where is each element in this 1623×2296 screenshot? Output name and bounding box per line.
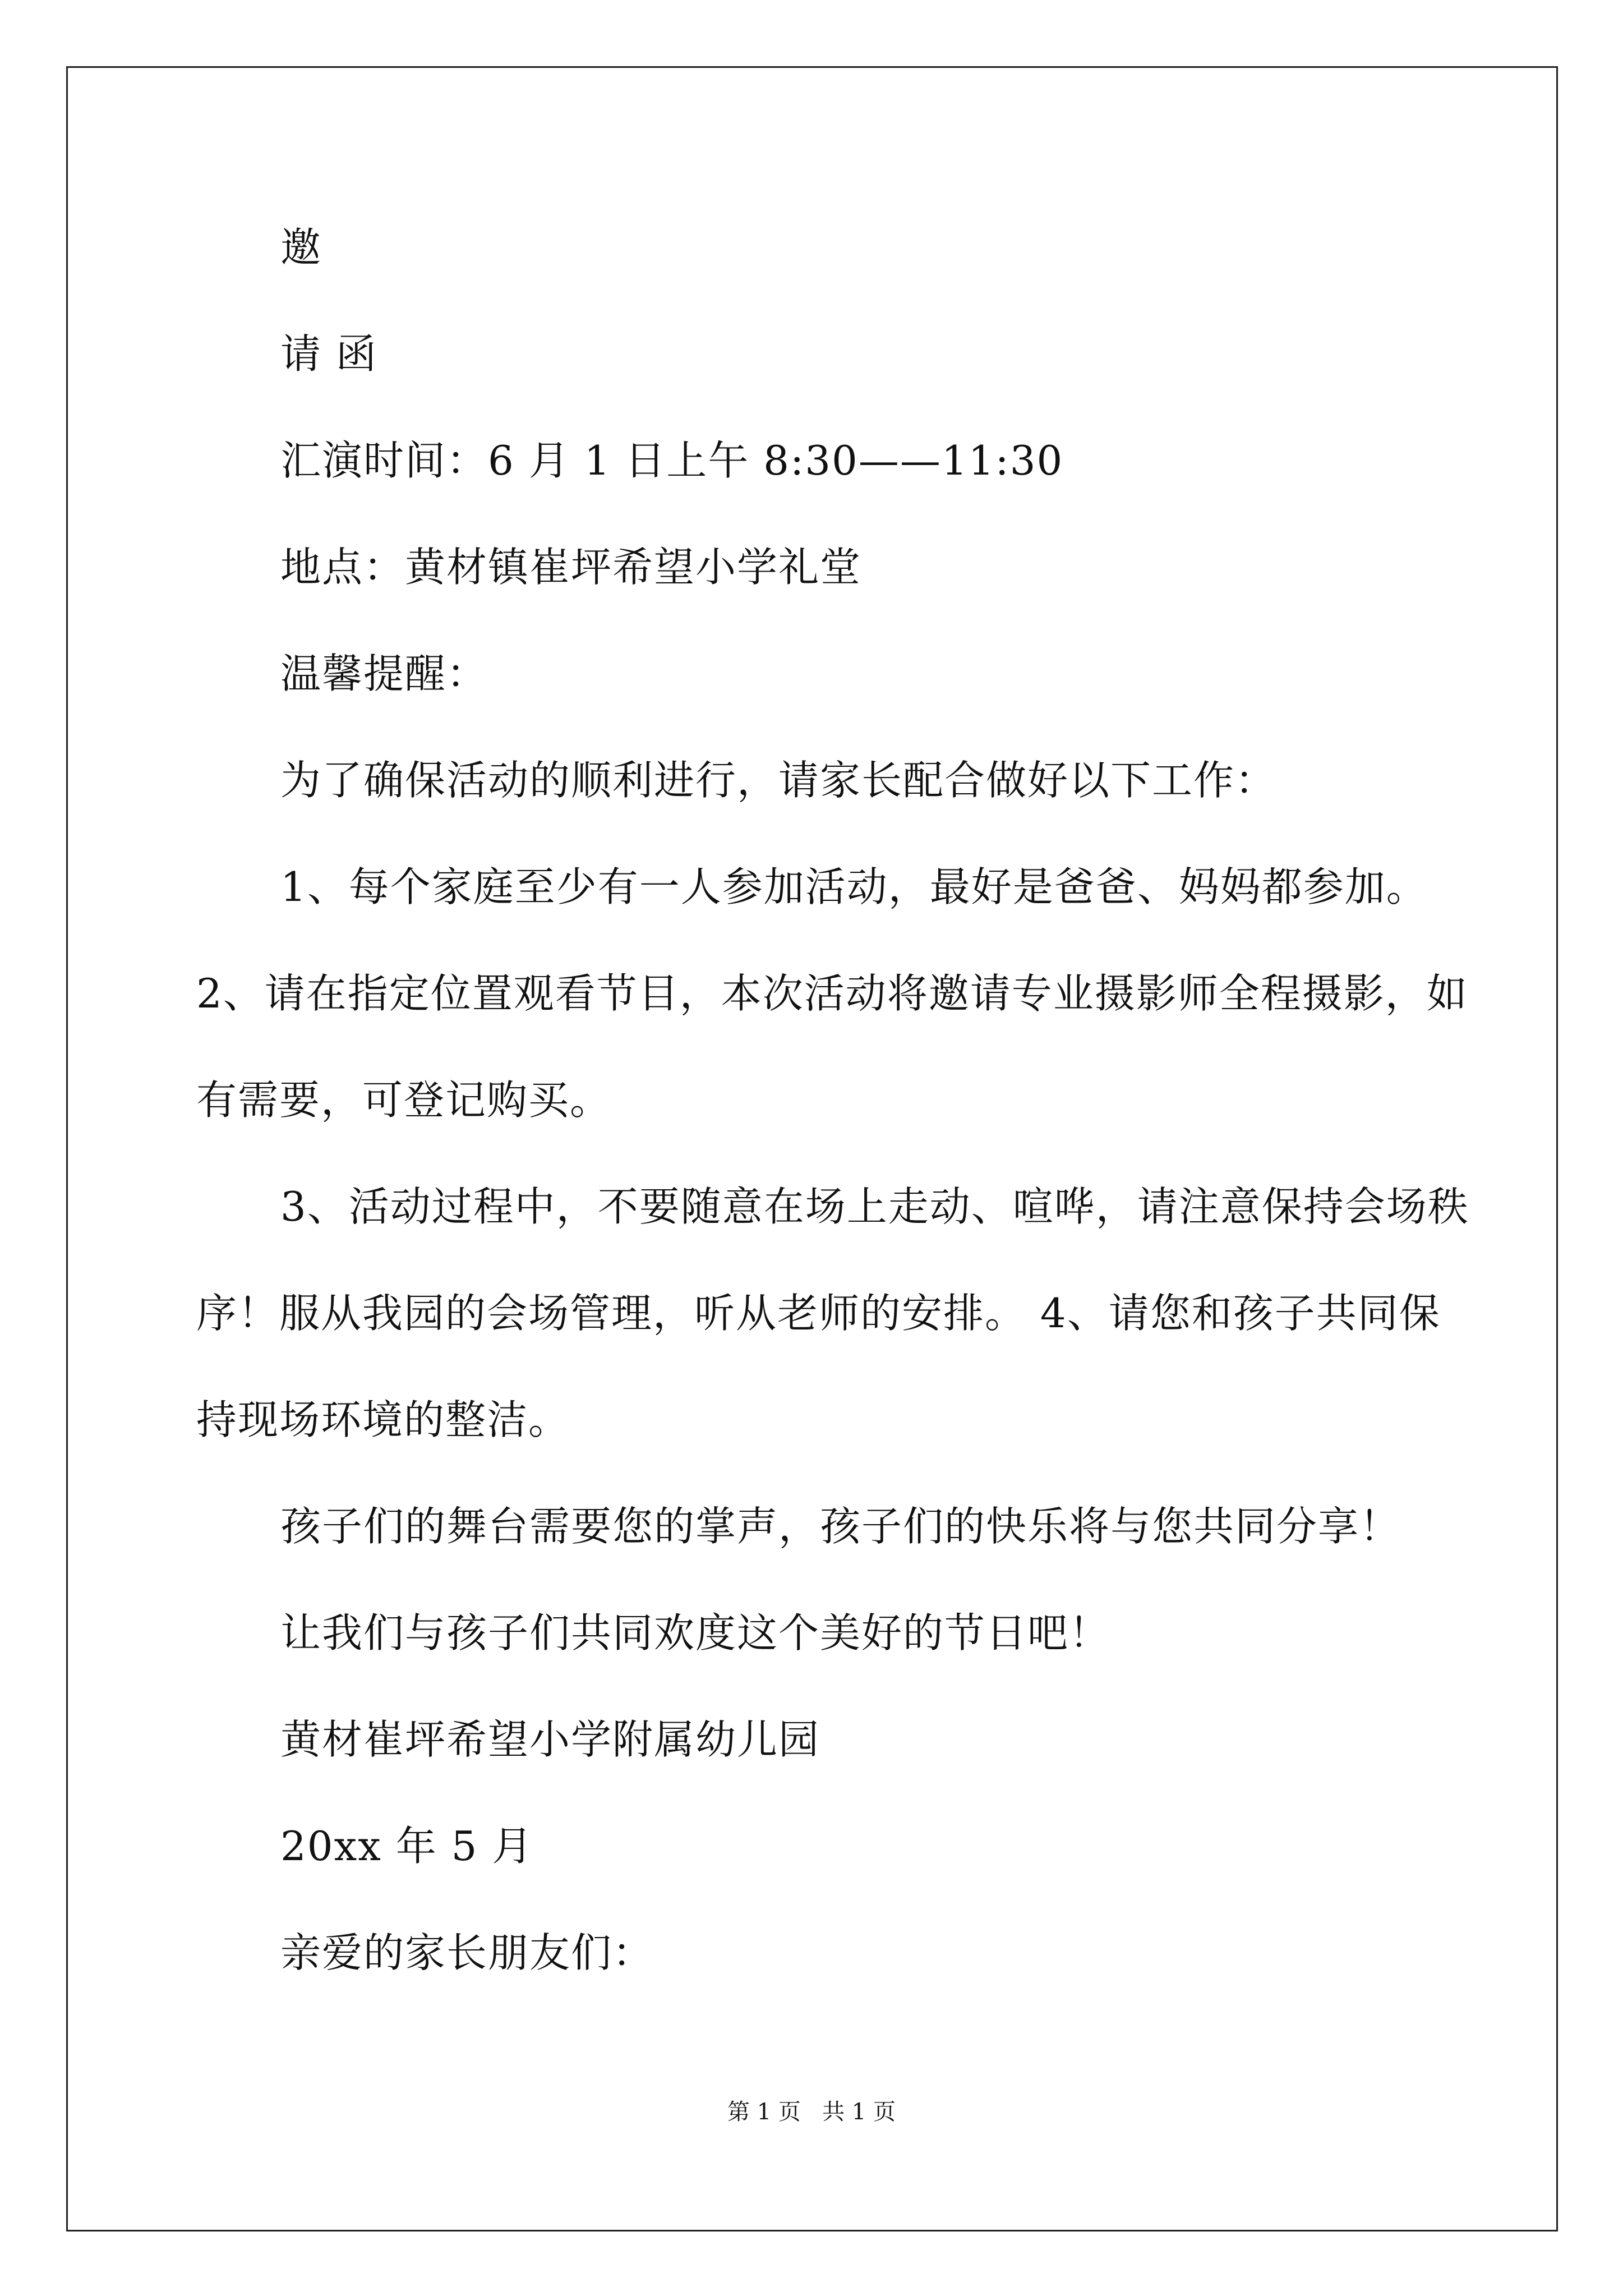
reminder-heading: 温馨提醒： xyxy=(280,650,488,697)
reminder-item-2-line-1: 2、请在指定位置观看节目，本次活动将邀请专业摄影师全程摄影，如 xyxy=(196,970,1468,1017)
signature-organization: 黄材崔坪希望小学附属幼儿园 xyxy=(280,1716,820,1763)
reminder-item-3-line-2: 序！服从我园的会场管理，听从老师的安排。 4、请您和孩子共同保 xyxy=(196,1290,1441,1337)
reminder-intro: 为了确保活动的顺利进行，请家长配合做好以下工作： xyxy=(280,757,1277,804)
closing-line-2: 让我们与孩子们共同欢度这个美好的节日吧！ xyxy=(280,1609,1111,1657)
title-char-2: 请 函 xyxy=(280,330,377,378)
title-char-1: 邀 xyxy=(280,224,322,271)
closing-line-1: 孩子们的舞台需要您的掌声，孩子们的快乐将与您共同分享！ xyxy=(280,1503,1401,1550)
page-number-footer: 第 1 页 共 1 页 xyxy=(727,2099,896,2125)
page-border xyxy=(66,66,1558,2231)
event-time: 汇演时间：6 月 1 日上午 8:30——11:30 xyxy=(280,437,1064,484)
salutation: 亲爱的家长朋友们： xyxy=(280,1929,654,1976)
reminder-item-4-line-2: 持现场环境的整洁。 xyxy=(196,1396,570,1443)
reminder-item-3-line-1: 3、活动过程中，不要随意在场上走动、喧哗，请注意保持会场秩 xyxy=(280,1183,1469,1230)
reminder-item-2-line-2: 有需要，可登记购买。 xyxy=(196,1076,612,1124)
signature-date: 20xx 年 5 月 xyxy=(280,1823,534,1870)
reminder-item-1: 1、每个家庭至少有一人参加活动，最好是爸爸、妈妈都参加。 xyxy=(280,863,1428,910)
event-location: 地点：黄材镇崔坪希望小学礼堂 xyxy=(280,544,862,591)
